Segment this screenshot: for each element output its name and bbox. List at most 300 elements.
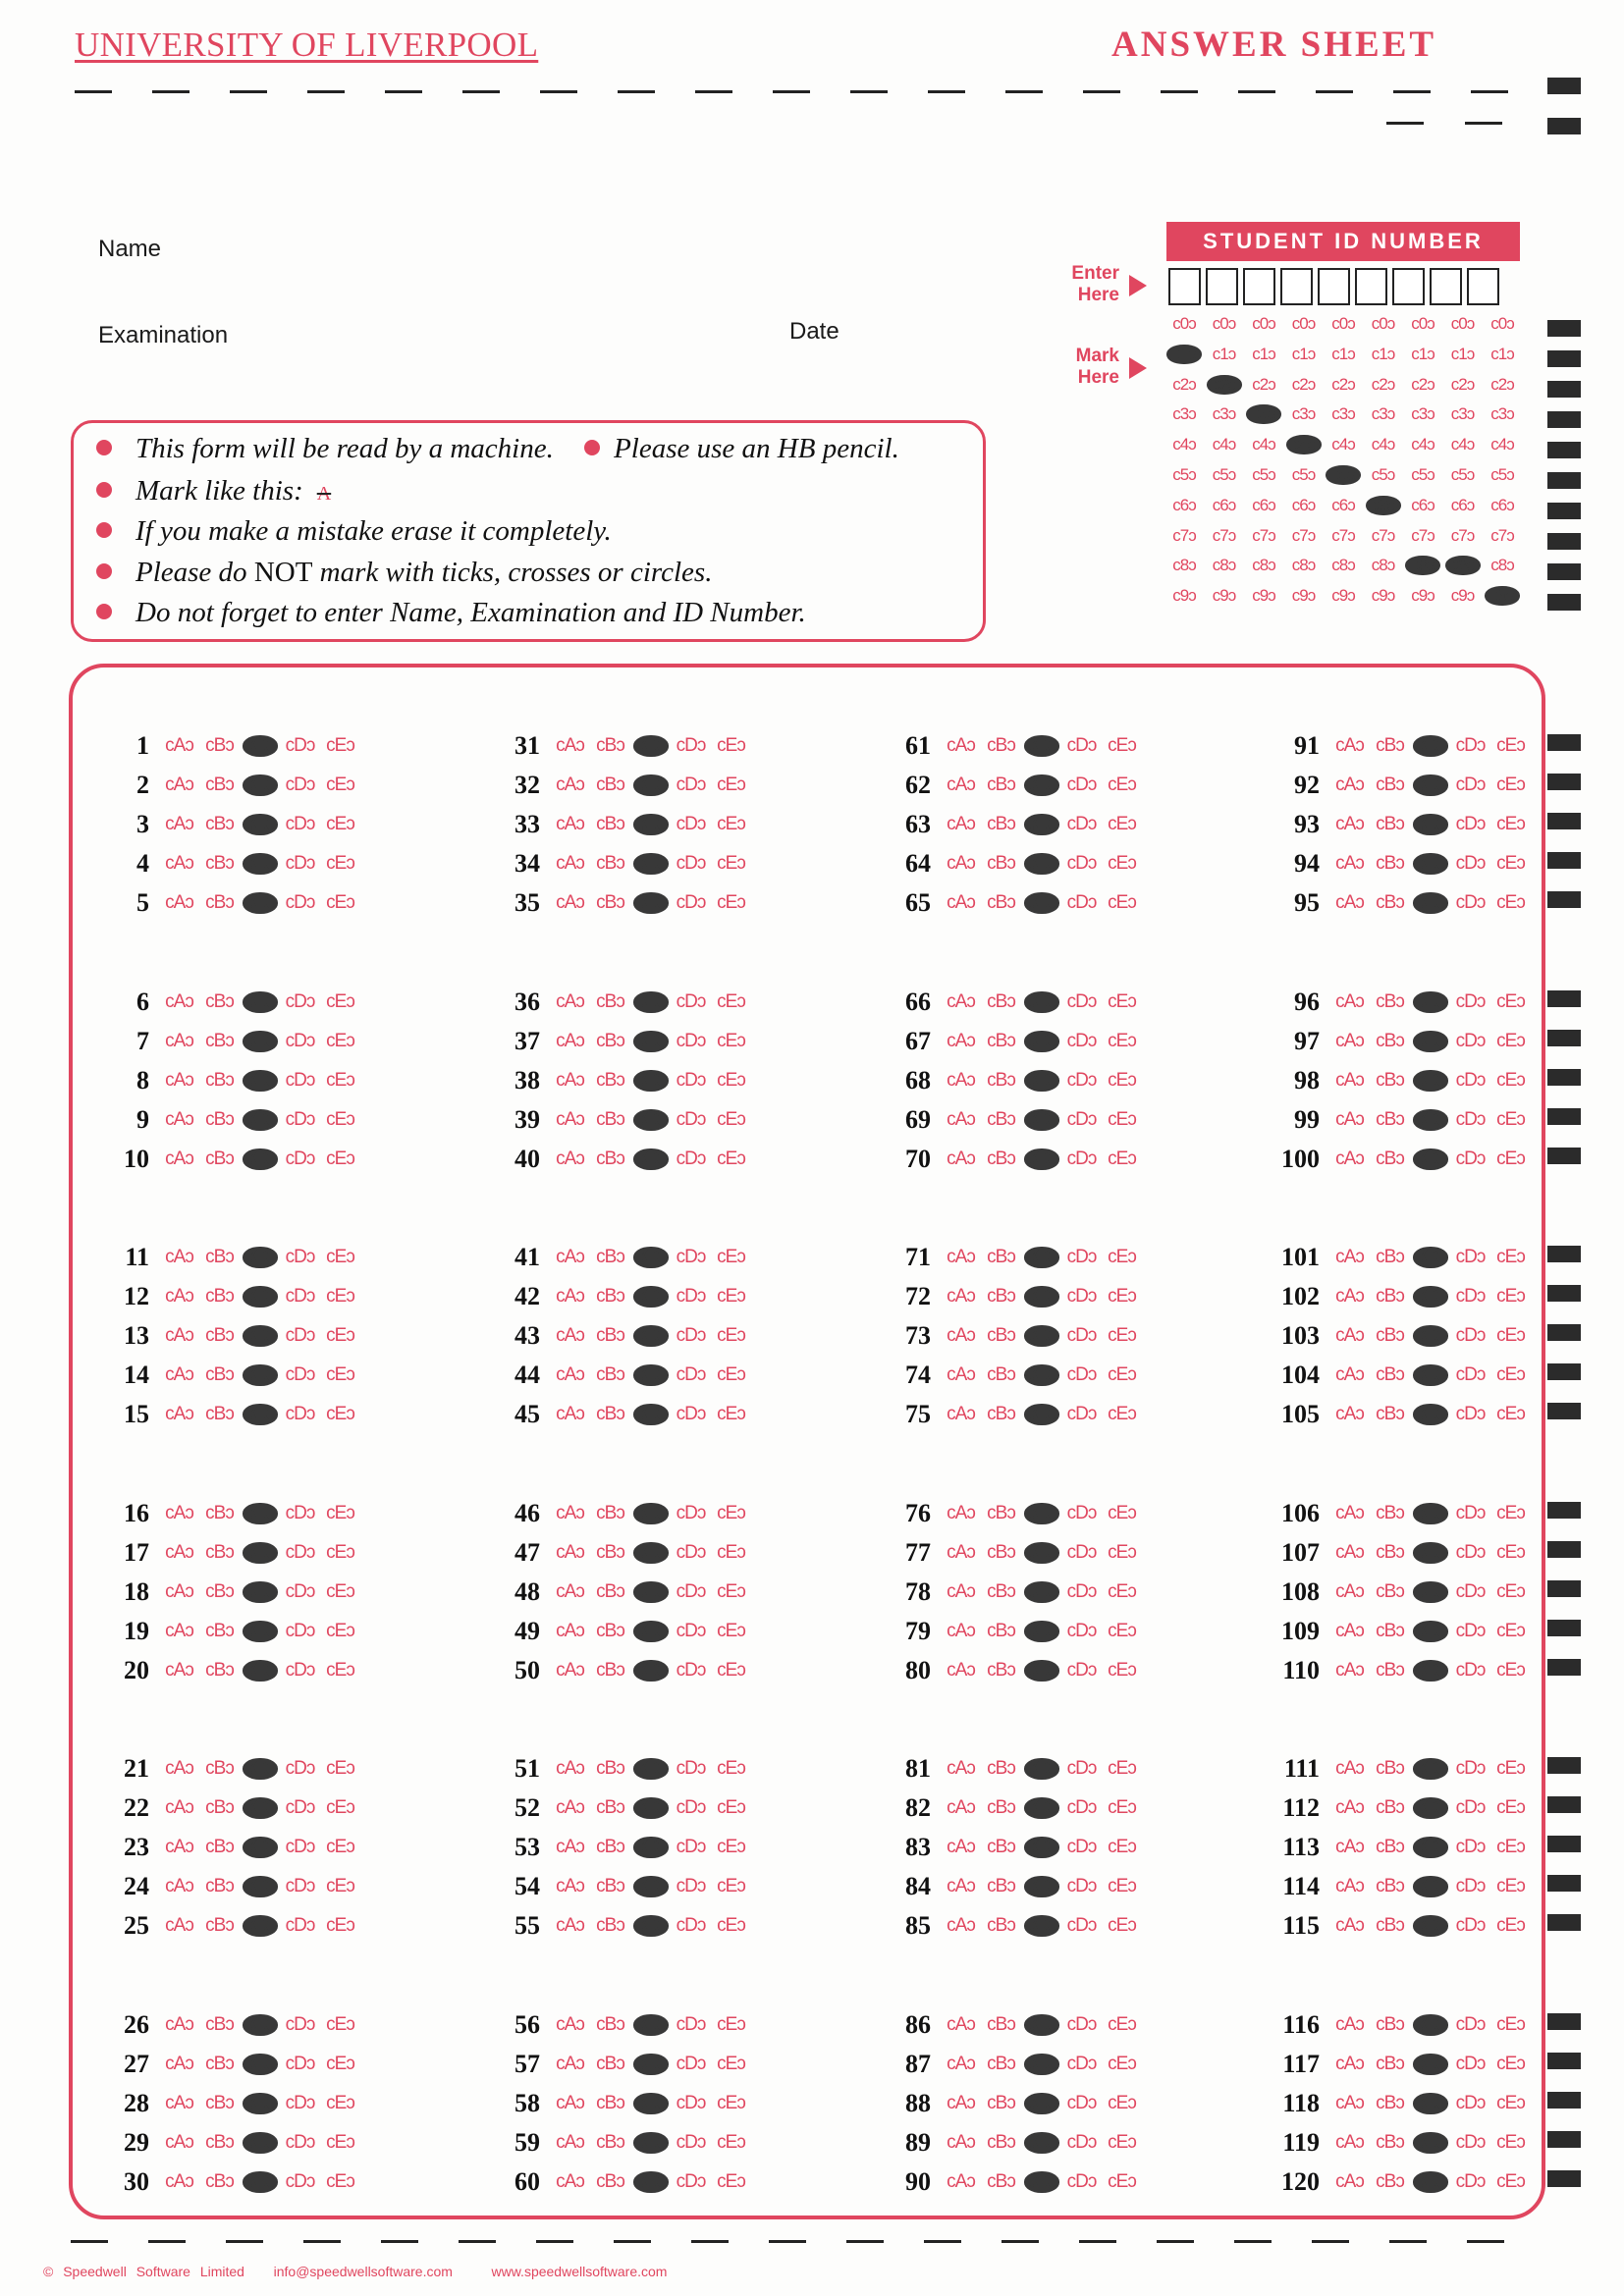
id-digit-bubble[interactable]: c5ɔ: [1212, 465, 1236, 484]
option-bubble-a[interactable]: cAɔ: [947, 735, 975, 756]
option-bubble-d[interactable]: cDɔ: [676, 1620, 706, 1641]
option-bubble-e[interactable]: cEɔ: [1108, 1620, 1136, 1641]
option-bubble-e[interactable]: cEɔ: [717, 1659, 745, 1681]
option-bubble-e[interactable]: cEɔ: [717, 1030, 745, 1051]
option-bubble-d[interactable]: cDɔ: [285, 1247, 315, 1267]
option-bubble-b[interactable]: cBɔ: [1376, 1069, 1404, 1091]
option-bubble-d[interactable]: cDɔ: [676, 892, 706, 913]
option-bubble-d[interactable]: cDɔ: [285, 814, 315, 834]
option-bubble-a[interactable]: cAɔ: [1335, 1797, 1364, 1818]
option-bubble-c[interactable]: cCɔ: [1413, 1109, 1448, 1131]
option-bubble-d[interactable]: cDɔ: [285, 1541, 315, 1563]
option-bubble-a[interactable]: cAɔ: [165, 1502, 193, 1523]
option-bubble-e[interactable]: cEɔ: [326, 1148, 354, 1169]
option-bubble-c[interactable]: cCɔ: [1024, 1070, 1059, 1092]
option-bubble-b[interactable]: cBɔ: [1376, 1915, 1404, 1936]
id-digit-bubble[interactable]: c6ɔ: [1212, 495, 1236, 514]
option-bubble-e[interactable]: cEɔ: [717, 1364, 745, 1385]
option-bubble-d[interactable]: cDɔ: [285, 2013, 315, 2035]
option-bubble-a[interactable]: cAɔ: [947, 2013, 975, 2035]
option-bubble-a[interactable]: cAɔ: [556, 1541, 584, 1563]
option-bubble-e[interactable]: cEɔ: [1496, 814, 1525, 834]
option-bubble-d[interactable]: cDɔ: [1066, 1580, 1097, 1602]
option-bubble-e[interactable]: cEɔ: [1108, 2013, 1136, 2035]
option-bubble-d[interactable]: cDɔ: [676, 814, 706, 834]
id-digit-bubble[interactable]: c3ɔ: [1450, 404, 1475, 424]
option-bubble-b[interactable]: cBɔ: [596, 2092, 624, 2113]
option-bubble-c[interactable]: cCɔ: [243, 1286, 278, 1308]
id-digit-bubble[interactable]: c7ɔ: [1212, 525, 1236, 545]
option-bubble-a[interactable]: cAɔ: [556, 1659, 584, 1681]
id-digit-bubble[interactable]: c1ɔ: [1331, 344, 1355, 363]
option-bubble-c[interactable]: cCɔ: [1413, 1915, 1448, 1937]
option-bubble-a[interactable]: cAɔ: [165, 1069, 193, 1091]
option-bubble-c[interactable]: cCɔ: [633, 1915, 669, 1937]
option-bubble-c[interactable]: cCɔ: [243, 991, 278, 1013]
option-bubble-b[interactable]: cBɔ: [596, 1915, 624, 1936]
option-bubble-e[interactable]: cEɔ: [717, 2013, 745, 2035]
option-bubble-a[interactable]: cAɔ: [947, 1404, 975, 1424]
option-bubble-c[interactable]: cCɔ: [1413, 1758, 1448, 1780]
option-bubble-b[interactable]: cBɔ: [205, 1325, 234, 1346]
option-bubble-a[interactable]: cAɔ: [1335, 892, 1364, 913]
option-bubble-c[interactable]: cCɔ: [1413, 1837, 1448, 1858]
option-bubble-d[interactable]: cDɔ: [676, 2131, 706, 2153]
option-bubble-a[interactable]: cAɔ: [165, 1108, 193, 1130]
option-bubble-a[interactable]: cAɔ: [556, 1069, 584, 1091]
id-digit-bubble[interactable]: c9ɔ: [1450, 586, 1475, 606]
option-bubble-c[interactable]: cCɔ: [1413, 2093, 1448, 2114]
option-bubble-a[interactable]: cAɔ: [556, 2092, 584, 2113]
option-bubble-b[interactable]: cBɔ: [1376, 1404, 1404, 1424]
option-bubble-e[interactable]: cEɔ: [1496, 1797, 1525, 1818]
option-bubble-b[interactable]: cBɔ: [596, 814, 624, 834]
option-bubble-c[interactable]: cCɔ: [1413, 892, 1448, 914]
option-bubble-e[interactable]: cEɔ: [1108, 1915, 1136, 1936]
option-bubble-a[interactable]: cAɔ: [947, 2053, 975, 2074]
option-bubble-e[interactable]: cEɔ: [326, 2170, 354, 2192]
option-bubble-a[interactable]: cAɔ: [556, 1502, 584, 1523]
option-bubble-b[interactable]: cBɔ: [205, 774, 234, 795]
option-bubble-e[interactable]: cEɔ: [717, 814, 745, 834]
option-bubble-e[interactable]: cEɔ: [1108, 1069, 1136, 1091]
option-bubble-a[interactable]: cAɔ: [556, 2013, 584, 2035]
id-entry-box[interactable]: [1392, 268, 1425, 305]
option-bubble-e[interactable]: cEɔ: [326, 853, 354, 874]
option-bubble-e[interactable]: cEɔ: [326, 774, 354, 795]
option-bubble-d[interactable]: cDɔ: [676, 1659, 706, 1681]
option-bubble-e[interactable]: cEɔ: [1496, 1069, 1525, 1091]
option-bubble-c[interactable]: cCɔ: [243, 1031, 278, 1052]
option-bubble-d[interactable]: cDɔ: [1066, 1148, 1097, 1169]
option-bubble-d[interactable]: cDɔ: [285, 1797, 315, 1818]
option-bubble-e[interactable]: cEɔ: [1108, 1108, 1136, 1130]
option-bubble-b[interactable]: cBɔ: [987, 735, 1015, 756]
option-bubble-d[interactable]: cDɔ: [1455, 774, 1486, 795]
id-digit-bubble[interactable]: c6ɔ: [1366, 496, 1401, 515]
option-bubble-c[interactable]: cCɔ: [1413, 2014, 1448, 2036]
option-bubble-c[interactable]: cCɔ: [1413, 1876, 1448, 1897]
id-entry-box[interactable]: [1430, 268, 1462, 305]
option-bubble-c[interactable]: cCɔ: [1024, 1031, 1059, 1052]
option-bubble-a[interactable]: cAɔ: [165, 2131, 193, 2153]
option-bubble-e[interactable]: cEɔ: [1496, 1404, 1525, 1424]
option-bubble-c[interactable]: cCɔ: [243, 1837, 278, 1858]
option-bubble-d[interactable]: cDɔ: [1455, 1620, 1486, 1641]
option-bubble-b[interactable]: cBɔ: [987, 1404, 1015, 1424]
option-bubble-c[interactable]: cCɔ: [243, 735, 278, 757]
option-bubble-d[interactable]: cDɔ: [1455, 1659, 1486, 1681]
id-digit-bubble[interactable]: c4ɔ: [1371, 435, 1395, 454]
option-bubble-a[interactable]: cAɔ: [165, 1030, 193, 1051]
option-bubble-b[interactable]: cBɔ: [987, 990, 1015, 1012]
option-bubble-a[interactable]: cAɔ: [1335, 1069, 1364, 1091]
option-bubble-b[interactable]: cBɔ: [987, 1108, 1015, 1130]
option-bubble-c[interactable]: cCɔ: [633, 1542, 669, 1564]
option-bubble-c[interactable]: cCɔ: [633, 1109, 669, 1131]
option-bubble-e[interactable]: cEɔ: [717, 1580, 745, 1602]
id-digit-bubble[interactable]: c7ɔ: [1411, 525, 1435, 545]
option-bubble-c[interactable]: cCɔ: [633, 2014, 669, 2036]
option-bubble-b[interactable]: cBɔ: [596, 853, 624, 874]
option-bubble-c[interactable]: cCɔ: [633, 1031, 669, 1052]
option-bubble-d[interactable]: cDɔ: [676, 2170, 706, 2192]
option-bubble-c[interactable]: cCɔ: [243, 1660, 278, 1682]
option-bubble-c[interactable]: cCɔ: [243, 814, 278, 835]
option-bubble-a[interactable]: cAɔ: [1335, 1659, 1364, 1681]
option-bubble-d[interactable]: cDɔ: [1066, 892, 1097, 913]
option-bubble-a[interactable]: cAɔ: [1335, 2053, 1364, 2074]
option-bubble-b[interactable]: cBɔ: [987, 1364, 1015, 1385]
option-bubble-d[interactable]: cDɔ: [1455, 1030, 1486, 1051]
option-bubble-e[interactable]: cEɔ: [1108, 1030, 1136, 1051]
id-digit-bubble[interactable]: c1ɔ: [1411, 344, 1435, 363]
option-bubble-e[interactable]: cEɔ: [717, 892, 745, 913]
option-bubble-a[interactable]: cAɔ: [556, 1286, 584, 1307]
option-bubble-a[interactable]: cAɔ: [556, 1915, 584, 1936]
option-bubble-c[interactable]: cCɔ: [633, 1364, 669, 1386]
option-bubble-a[interactable]: cAɔ: [947, 1108, 975, 1130]
option-bubble-e[interactable]: cEɔ: [326, 814, 354, 834]
option-bubble-d[interactable]: cDɔ: [285, 1286, 315, 1307]
option-bubble-d[interactable]: cDɔ: [676, 1915, 706, 1936]
option-bubble-d[interactable]: cDɔ: [1066, 774, 1097, 795]
option-bubble-d[interactable]: cDɔ: [676, 1286, 706, 1307]
option-bubble-e[interactable]: cEɔ: [717, 1915, 745, 1936]
option-bubble-c[interactable]: cCɔ: [1024, 1503, 1059, 1524]
option-bubble-b[interactable]: cBɔ: [596, 1580, 624, 1602]
option-bubble-a[interactable]: cAɔ: [165, 1247, 193, 1267]
option-bubble-d[interactable]: cDɔ: [676, 774, 706, 795]
option-bubble-c[interactable]: cCɔ: [1024, 892, 1059, 914]
option-bubble-c[interactable]: cCɔ: [1024, 1325, 1059, 1347]
id-digit-bubble[interactable]: c7ɔ: [1291, 525, 1316, 545]
id-digit-bubble[interactable]: c8ɔ: [1371, 556, 1395, 575]
option-bubble-e[interactable]: cEɔ: [1108, 2170, 1136, 2192]
id-digit-bubble[interactable]: c8ɔ: [1490, 556, 1514, 575]
option-bubble-e[interactable]: cEɔ: [1496, 1325, 1525, 1346]
option-bubble-b[interactable]: cBɔ: [596, 1148, 624, 1169]
id-digit-bubble[interactable]: c2ɔ: [1291, 374, 1316, 394]
option-bubble-c[interactable]: cCɔ: [243, 2014, 278, 2036]
option-bubble-a[interactable]: cAɔ: [1335, 1108, 1364, 1130]
option-bubble-c[interactable]: cCɔ: [243, 1404, 278, 1425]
option-bubble-c[interactable]: cCɔ: [1024, 1660, 1059, 1682]
id-digit-bubble[interactable]: c7ɔ: [1490, 525, 1514, 545]
id-digit-bubble[interactable]: c6ɔ: [1172, 495, 1196, 514]
option-bubble-e[interactable]: cEɔ: [1496, 2131, 1525, 2153]
id-digit-bubble[interactable]: c5ɔ: [1371, 465, 1395, 484]
option-bubble-e[interactable]: cEɔ: [1108, 990, 1136, 1012]
option-bubble-b[interactable]: cBɔ: [1376, 2170, 1404, 2192]
option-bubble-d[interactable]: cDɔ: [285, 1325, 315, 1346]
option-bubble-b[interactable]: cBɔ: [596, 1247, 624, 1267]
option-bubble-c[interactable]: cCɔ: [243, 1621, 278, 1642]
id-digit-bubble[interactable]: c8ɔ: [1291, 556, 1316, 575]
option-bubble-c[interactable]: cCɔ: [633, 1286, 669, 1308]
option-bubble-c[interactable]: cCɔ: [243, 1581, 278, 1603]
option-bubble-c[interactable]: cCɔ: [243, 1325, 278, 1347]
option-bubble-e[interactable]: cEɔ: [1496, 1837, 1525, 1857]
option-bubble-a[interactable]: cAɔ: [556, 1620, 584, 1641]
option-bubble-a[interactable]: cAɔ: [556, 1364, 584, 1385]
option-bubble-a[interactable]: cAɔ: [1335, 1915, 1364, 1936]
option-bubble-e[interactable]: cEɔ: [717, 853, 745, 874]
option-bubble-a[interactable]: cAɔ: [947, 1502, 975, 1523]
option-bubble-d[interactable]: cDɔ: [285, 892, 315, 913]
option-bubble-c[interactable]: cCɔ: [1024, 1915, 1059, 1937]
option-bubble-b[interactable]: cBɔ: [205, 735, 234, 756]
option-bubble-c[interactable]: cCɔ: [1413, 1503, 1448, 1524]
id-digit-bubble[interactable]: c6ɔ: [1291, 495, 1316, 514]
option-bubble-a[interactable]: cAɔ: [1335, 1580, 1364, 1602]
option-bubble-a[interactable]: cAɔ: [556, 1580, 584, 1602]
id-entry-box[interactable]: [1168, 268, 1201, 305]
option-bubble-d[interactable]: cDɔ: [1455, 1364, 1486, 1385]
option-bubble-d[interactable]: cDɔ: [1455, 1541, 1486, 1563]
option-bubble-e[interactable]: cEɔ: [1108, 1876, 1136, 1896]
option-bubble-a[interactable]: cAɔ: [556, 1876, 584, 1896]
option-bubble-b[interactable]: cBɔ: [1376, 1541, 1404, 1563]
option-bubble-b[interactable]: cBɔ: [596, 2170, 624, 2192]
option-bubble-a[interactable]: cAɔ: [1335, 1758, 1364, 1779]
option-bubble-e[interactable]: cEɔ: [326, 1247, 354, 1267]
option-bubble-c[interactable]: cCɔ: [633, 1797, 669, 1819]
option-bubble-b[interactable]: cBɔ: [1376, 2053, 1404, 2074]
option-bubble-d[interactable]: cDɔ: [1455, 1915, 1486, 1936]
option-bubble-d[interactable]: cDɔ: [1066, 1620, 1097, 1641]
id-digit-bubble[interactable]: c2ɔ: [1371, 374, 1395, 394]
option-bubble-c[interactable]: cCɔ: [633, 1660, 669, 1682]
option-bubble-c[interactable]: cCɔ: [243, 2054, 278, 2075]
option-bubble-d[interactable]: cDɔ: [676, 1876, 706, 1896]
option-bubble-d[interactable]: cDɔ: [676, 1837, 706, 1857]
option-bubble-b[interactable]: cBɔ: [987, 1247, 1015, 1267]
option-bubble-d[interactable]: cDɔ: [676, 1758, 706, 1779]
option-bubble-e[interactable]: cEɔ: [1496, 1876, 1525, 1896]
id-digit-bubble[interactable]: c8ɔ: [1252, 556, 1275, 575]
option-bubble-c[interactable]: cCɔ: [243, 1070, 278, 1092]
id-digit-bubble[interactable]: c0ɔ: [1291, 314, 1316, 333]
option-bubble-c[interactable]: cCɔ: [243, 892, 278, 914]
option-bubble-a[interactable]: cAɔ: [556, 1404, 584, 1424]
option-bubble-a[interactable]: cAɔ: [947, 1069, 975, 1091]
option-bubble-b[interactable]: cBɔ: [596, 1069, 624, 1091]
id-digit-bubble[interactable]: c7ɔ: [1331, 525, 1355, 545]
option-bubble-c[interactable]: cCɔ: [633, 1070, 669, 1092]
option-bubble-c[interactable]: cCɔ: [243, 1109, 278, 1131]
option-bubble-c[interactable]: cCɔ: [1024, 774, 1059, 796]
option-bubble-c[interactable]: cCɔ: [1413, 1031, 1448, 1052]
option-bubble-a[interactable]: cAɔ: [947, 774, 975, 795]
id-digit-bubble[interactable]: c8ɔ: [1405, 556, 1440, 575]
id-digit-bubble[interactable]: c9ɔ: [1485, 586, 1520, 606]
option-bubble-d[interactable]: cDɔ: [1066, 1404, 1097, 1424]
option-bubble-b[interactable]: cBɔ: [596, 2053, 624, 2074]
option-bubble-d[interactable]: cDɔ: [1455, 1404, 1486, 1424]
id-digit-bubble[interactable]: c3ɔ: [1331, 404, 1355, 424]
option-bubble-e[interactable]: cEɔ: [717, 1758, 745, 1779]
option-bubble-d[interactable]: cDɔ: [676, 2013, 706, 2035]
option-bubble-e[interactable]: cEɔ: [717, 774, 745, 795]
option-bubble-c[interactable]: cCɔ: [1413, 1364, 1448, 1386]
option-bubble-c[interactable]: cCɔ: [1024, 1581, 1059, 1603]
option-bubble-e[interactable]: cEɔ: [1496, 774, 1525, 795]
option-bubble-b[interactable]: cBɔ: [987, 814, 1015, 834]
option-bubble-c[interactable]: cCɔ: [633, 1758, 669, 1780]
option-bubble-e[interactable]: cEɔ: [326, 1404, 354, 1424]
option-bubble-d[interactable]: cDɔ: [1066, 1108, 1097, 1130]
option-bubble-e[interactable]: cEɔ: [1108, 1580, 1136, 1602]
id-digit-bubble[interactable]: c6ɔ: [1252, 495, 1275, 514]
option-bubble-c[interactable]: cCɔ: [1024, 1109, 1059, 1131]
option-bubble-e[interactable]: cEɔ: [717, 1404, 745, 1424]
option-bubble-d[interactable]: cDɔ: [1066, 1286, 1097, 1307]
id-entry-box[interactable]: [1467, 268, 1499, 305]
option-bubble-e[interactable]: cEɔ: [326, 1108, 354, 1130]
option-bubble-c[interactable]: cCɔ: [243, 1797, 278, 1819]
option-bubble-e[interactable]: cEɔ: [1496, 1541, 1525, 1563]
option-bubble-b[interactable]: cBɔ: [1376, 1837, 1404, 1857]
option-bubble-d[interactable]: cDɔ: [285, 1837, 315, 1857]
option-bubble-d[interactable]: cDɔ: [285, 1580, 315, 1602]
option-bubble-d[interactable]: cDɔ: [1066, 1502, 1097, 1523]
option-bubble-b[interactable]: cBɔ: [596, 1659, 624, 1681]
option-bubble-e[interactable]: cEɔ: [326, 1620, 354, 1641]
option-bubble-d[interactable]: cDɔ: [1455, 1876, 1486, 1896]
option-bubble-d[interactable]: cDɔ: [676, 1797, 706, 1818]
option-bubble-a[interactable]: cAɔ: [165, 990, 193, 1012]
option-bubble-e[interactable]: cEɔ: [717, 1069, 745, 1091]
option-bubble-c[interactable]: cCɔ: [1024, 1364, 1059, 1386]
option-bubble-a[interactable]: cAɔ: [165, 2053, 193, 2074]
id-digit-bubble[interactable]: c3ɔ: [1172, 404, 1196, 424]
option-bubble-b[interactable]: cBɔ: [596, 1108, 624, 1130]
option-bubble-a[interactable]: cAɔ: [556, 2053, 584, 2074]
option-bubble-a[interactable]: cAɔ: [947, 990, 975, 1012]
option-bubble-b[interactable]: cBɔ: [596, 1030, 624, 1051]
option-bubble-c[interactable]: cCɔ: [1413, 1247, 1448, 1268]
option-bubble-a[interactable]: cAɔ: [165, 853, 193, 874]
option-bubble-b[interactable]: cBɔ: [1376, 990, 1404, 1012]
id-digit-bubble[interactable]: c4ɔ: [1331, 435, 1355, 454]
id-digit-bubble[interactable]: c4ɔ: [1212, 435, 1236, 454]
option-bubble-b[interactable]: cBɔ: [1376, 1108, 1404, 1130]
option-bubble-c[interactable]: cCɔ: [243, 2132, 278, 2154]
option-bubble-a[interactable]: cAɔ: [165, 2170, 193, 2192]
option-bubble-d[interactable]: cDɔ: [1066, 2013, 1097, 2035]
footer-email[interactable]: info@speedwellsoftware.com: [273, 2264, 453, 2279]
option-bubble-e[interactable]: cEɔ: [717, 2053, 745, 2074]
option-bubble-d[interactable]: cDɔ: [1455, 853, 1486, 874]
option-bubble-c[interactable]: cCɔ: [1024, 2054, 1059, 2075]
option-bubble-e[interactable]: cEɔ: [717, 1837, 745, 1857]
option-bubble-e[interactable]: cEɔ: [1496, 1148, 1525, 1169]
option-bubble-a[interactable]: cAɔ: [1335, 1876, 1364, 1896]
option-bubble-e[interactable]: cEɔ: [326, 1797, 354, 1818]
option-bubble-a[interactable]: cAɔ: [947, 892, 975, 913]
option-bubble-d[interactable]: cDɔ: [1455, 1502, 1486, 1523]
option-bubble-e[interactable]: cEɔ: [326, 1876, 354, 1896]
option-bubble-a[interactable]: cAɔ: [947, 853, 975, 874]
option-bubble-b[interactable]: cBɔ: [987, 1148, 1015, 1169]
option-bubble-c[interactable]: cCɔ: [1024, 1837, 1059, 1858]
option-bubble-e[interactable]: cEɔ: [1108, 2131, 1136, 2153]
option-bubble-d[interactable]: cDɔ: [1455, 1148, 1486, 1169]
option-bubble-b[interactable]: cBɔ: [596, 1325, 624, 1346]
option-bubble-d[interactable]: cDɔ: [1066, 853, 1097, 874]
id-digit-bubble[interactable]: c7ɔ: [1252, 525, 1275, 545]
option-bubble-e[interactable]: cEɔ: [326, 1580, 354, 1602]
option-bubble-e[interactable]: cEɔ: [326, 1069, 354, 1091]
id-digit-bubble[interactable]: c8ɔ: [1172, 556, 1196, 575]
option-bubble-b[interactable]: cBɔ: [1376, 892, 1404, 913]
option-bubble-e[interactable]: cEɔ: [717, 990, 745, 1012]
option-bubble-d[interactable]: cDɔ: [1455, 892, 1486, 913]
option-bubble-b[interactable]: cBɔ: [987, 1030, 1015, 1051]
option-bubble-e[interactable]: cEɔ: [1108, 1541, 1136, 1563]
option-bubble-a[interactable]: cAɔ: [165, 1286, 193, 1307]
option-bubble-c[interactable]: cCɔ: [1413, 1797, 1448, 1819]
id-digit-bubble[interactable]: c8ɔ: [1445, 556, 1481, 575]
option-bubble-b[interactable]: cBɔ: [987, 1286, 1015, 1307]
option-bubble-c[interactable]: cCɔ: [243, 1876, 278, 1897]
option-bubble-c[interactable]: cCɔ: [243, 1148, 278, 1170]
option-bubble-b[interactable]: cBɔ: [205, 853, 234, 874]
option-bubble-b[interactable]: cBɔ: [205, 1876, 234, 1896]
option-bubble-e[interactable]: cEɔ: [1108, 1148, 1136, 1169]
id-digit-bubble[interactable]: c6ɔ: [1450, 495, 1475, 514]
option-bubble-b[interactable]: cBɔ: [987, 2013, 1015, 2035]
option-bubble-e[interactable]: cEɔ: [1496, 1108, 1525, 1130]
option-bubble-d[interactable]: cDɔ: [1066, 1247, 1097, 1267]
id-digit-bubble[interactable]: c2ɔ: [1172, 374, 1196, 394]
option-bubble-a[interactable]: cAɔ: [947, 1620, 975, 1641]
id-digit-bubble[interactable]: c4ɔ: [1172, 435, 1196, 454]
option-bubble-d[interactable]: cDɔ: [1066, 1915, 1097, 1936]
option-bubble-e[interactable]: cEɔ: [326, 1915, 354, 1936]
option-bubble-d[interactable]: cDɔ: [285, 1108, 315, 1130]
option-bubble-d[interactable]: cDɔ: [676, 1404, 706, 1424]
option-bubble-d[interactable]: cDɔ: [1066, 2131, 1097, 2153]
option-bubble-c[interactable]: cCɔ: [243, 1247, 278, 1268]
option-bubble-d[interactable]: cDɔ: [285, 853, 315, 874]
option-bubble-b[interactable]: cBɔ: [205, 1580, 234, 1602]
option-bubble-c[interactable]: cCɔ: [243, 2171, 278, 2193]
option-bubble-e[interactable]: cEɔ: [1496, 853, 1525, 874]
option-bubble-b[interactable]: cBɔ: [205, 1069, 234, 1091]
id-digit-bubble[interactable]: c1ɔ: [1252, 344, 1275, 363]
